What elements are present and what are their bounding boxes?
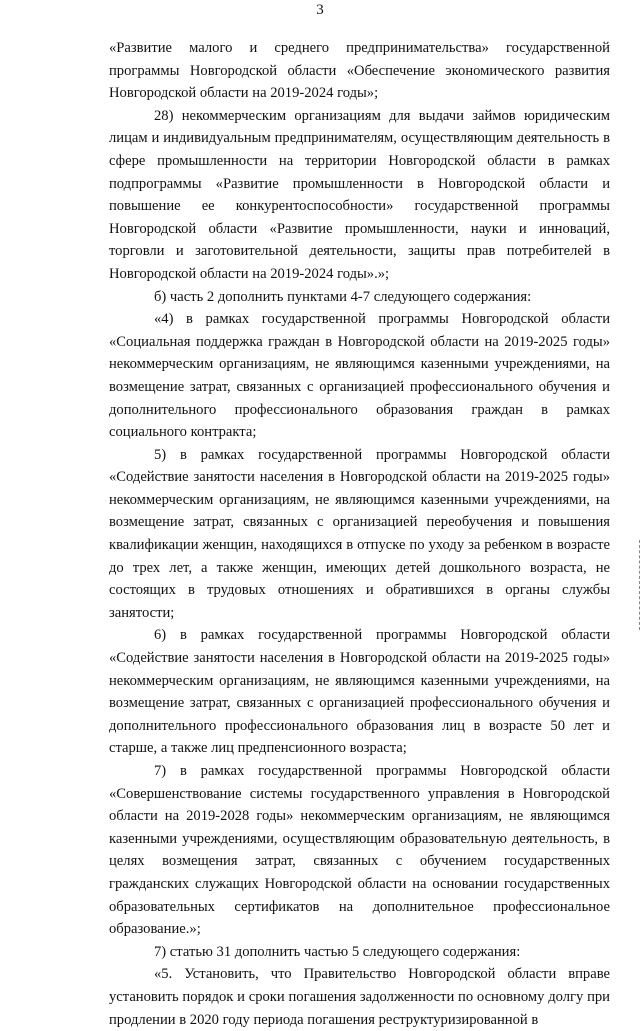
paragraph-item-6: 6) в рамках государственной программы Новгородской области «Содействие занятости населения в Новгородской области на 2019-2025 годы» некоммерческим организациям, не являющимся казенными учреждениями, на возмещение затрат, связанных с организацией профессионального обучения и дополнительного профессионального образования лиц в возрасте 50 лет и старше, а также лиц предпенсионного возраста;	[109, 627, 610, 757]
paragraph-item-28: 28) некоммерческим организациям для выдачи займов юридическим лицам и индивидуальным предпринимателям, осуществляющим деятельность в сфере промышленности на территории Новгородской области в рамках подпрограммы «Развитие промышленности в Новгородской области и повышение ее конкурентоспособности» государственной программы Новгородской области «Развитие промышленности, науки и инноваций, торговли и заготовительной деятельности, защиты прав потребителей в Новгородской области на 2019-2024 годы».»;	[109, 107, 610, 282]
paragraph-article-31-amendment: 7) статью 31 дополнить частью 5 следующего содержания:	[154, 943, 521, 960]
document-body	[109, 37, 610, 1031]
paragraph-item-7: 7) в рамках государственной программы Новгородской области «Совершенствование системы государственного управления в Новгородской области на 2019-2028 годы» некоммерческим организациям, не являющимся казенными учреждениями, осуществляющим образовательную деятельность, в целях возмещения затрат, связанных с обучением государственных гражданских служащих Новгородской области на основании государственных образовательных сертификатов на дополнительное профессиональное образование.»;	[109, 763, 610, 938]
paragraph-part-2-amendment: б) часть 2 дополнить пунктами 4-7 следующего содержания:	[154, 288, 532, 305]
paragraph-item-5: 5) в рамках государственной программы Новгородской области «Содействие занятости населения в Новгородской области на 2019-2025 годы» некоммерческим организациям, не являющимся казенными учреждениями, на возмещение затрат, связанных с организацией переобучения и повышения квалификации женщин, находящихся в отпуске по уходу за ребенком в возрасте до трех лет, а также женщин, имеющих детей дошкольного возраста, не состоящих в трудовых отношениях и обратившихся в органы службы занятости;	[109, 446, 610, 621]
page-number: 3	[316, 2, 324, 18]
paragraph-continuation: «Развитие малого и среднего предпринимательства» государственной программы Новгородской области «Обеспечение экономического развития Новгородской области на 2019-2024 годы»;	[109, 40, 610, 102]
paragraph-part-5: «5. Установить, что Правительство Новгородской области вправе установить порядок и сроки погашения задолженности по основному долгу при продлении в 2020 году периода погашения реструктуризированной в	[109, 966, 610, 1028]
paragraph-item-4: «4) в рамках государственной программы Новгородской области «Социальная поддержка граждан в Новгородской области на 2019-2025 годы» некоммерческим организациям, не являющимся казенными учреждениями, на возмещение затрат, связанных с организацией профессионального обучения и дополнительного профессионального образования граждан в рамках социального контракта;	[109, 311, 610, 441]
